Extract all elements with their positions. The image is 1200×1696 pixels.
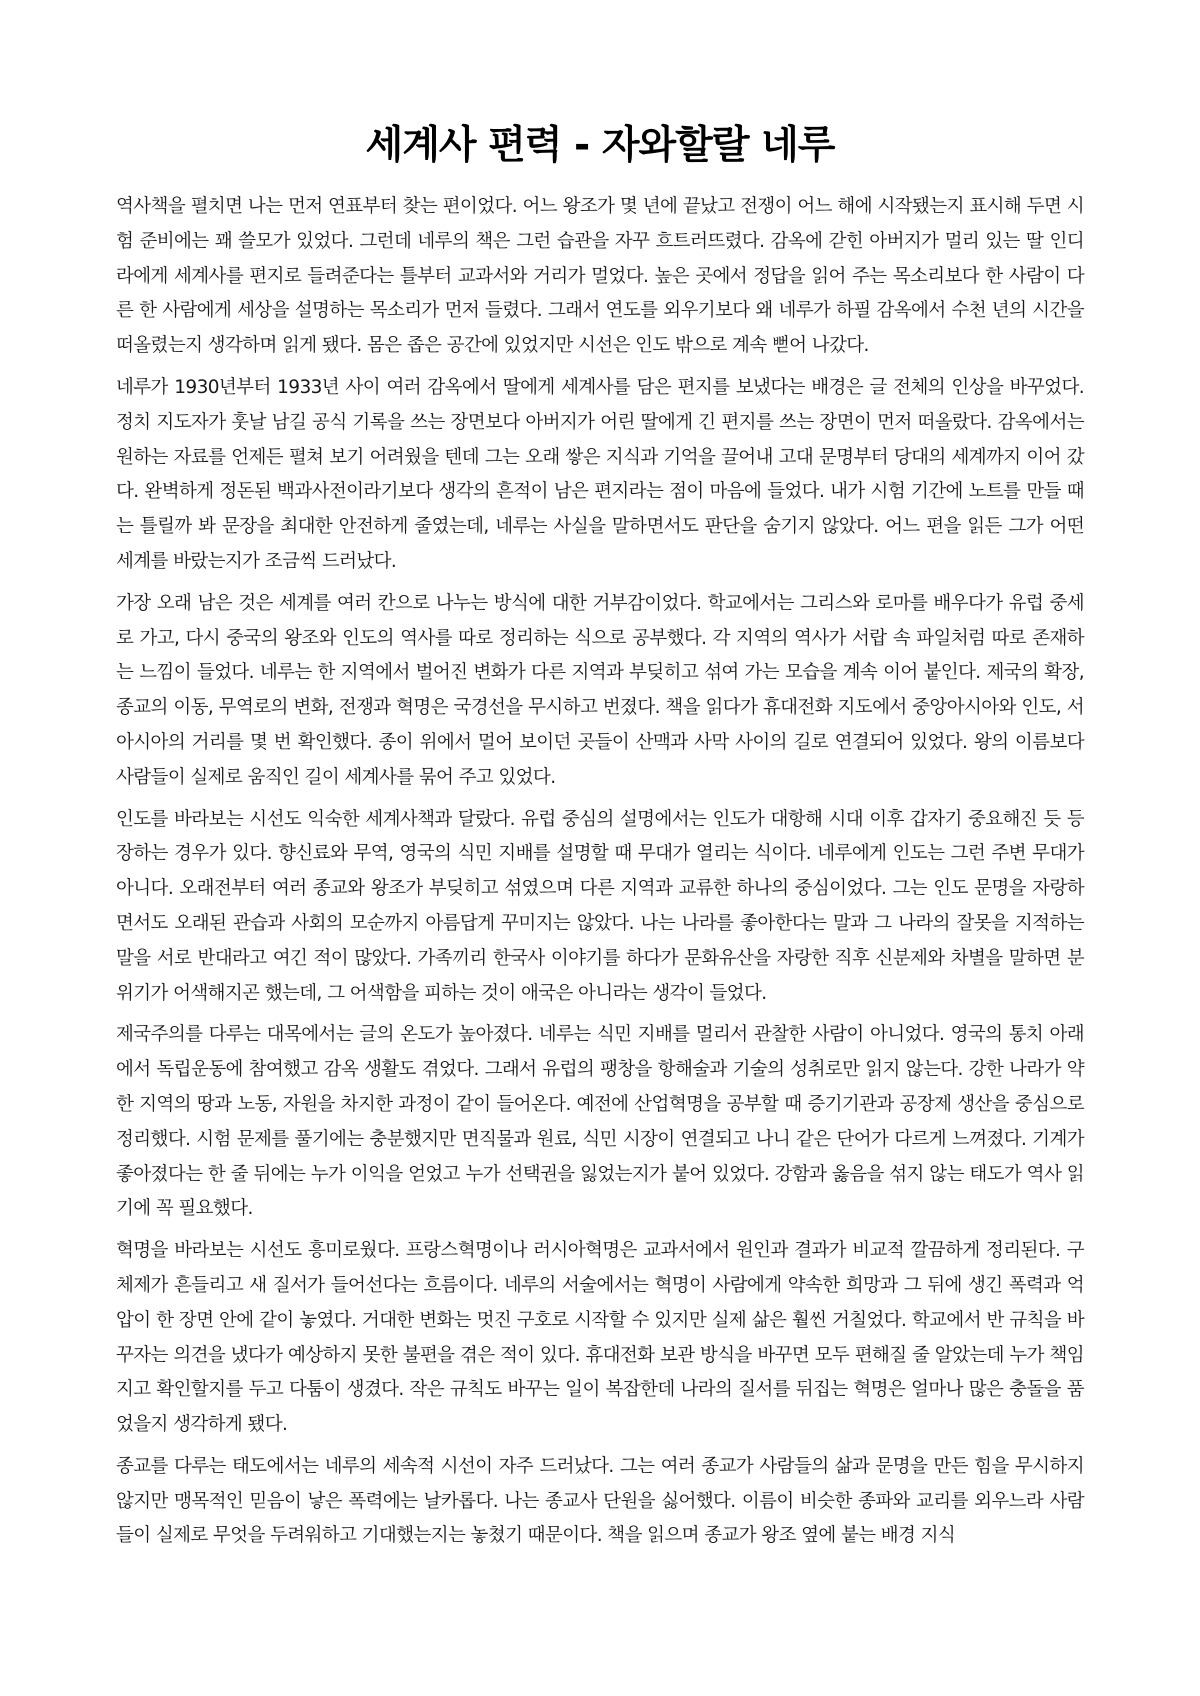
paragraph: 종교를 다루는 태도에서는 네루의 세속적 시선이 자주 드러났다. 그는 여러 종교가 사람들의 삶과 문명을 만든 힘을 무시하지 않지만 맹목적인 믿음이 낳은 폭력에는 날카롭다. 나는 종교사 단원을 싫어했다. 이름이 비슷한 종파와 교리를 외우느라 사람들이 실제로 무엇을 두려워하고 기대했는지는 놓쳤기 때문이다. 책을 읽으며 종교가 왕조 옆에 붙는 배경 지식 [116,1455,1084,1547]
paragraph: 가장 오래 남은 것은 세계를 여러 칸으로 나누는 방식에 대한 거부감이었다. 학교에서는 그리스와 로마를 배우다가 유럽 중세로 가고, 다시 중국의 왕조와 인도의 역사를 따로 정리하는 식으로 공부했다. 각 지역의 역사가 서랍 속 파일처럼 따로 존재하는 느낌이 들었다. 네루는 한 지역에서 벌어진 변화가 다른 지역과 부딪히고 섞여 가는 모습을 계속 이어 붙인다. 제국의 확장, 종교의 이동, 무역로의 변화, 전쟁과 혁명은 국경선을 무시하고 번졌다. 책을 읽다가 휴대전화 지도에서 중앙아시아와 인도, 서아시아의 거리를 몇 번 확인했다. 종이 위에서 멀어 보이던 곳들이 산맥과 사막 사이의 길로 연결되어 있었다. 왕의 이름보다 사람들이 실제로 움직인 길이 세계사를 묶어 주고 있었다. [116,592,1084,788]
paragraph: 네루가 1930년부터 1933년 사이 여러 감옥에서 딸에게 세계사를 담은 편지를 보냈다는 배경은 글 전체의 인상을 바꾸었다. 정치 지도자가 훗날 남길 공식 기록을 쓰는 장면보다 아버지가 어린 딸에게 긴 편지를 쓰는 장면이 먼저 떠올랐다. 감옥에서는 원하는 자료를 언제든 펼쳐 보기 어려웠을 텐데 그는 오래 쌓은 지식과 기억을 끌어내 고대 문명부터 당대의 세계까지 이어 갔다. 완벽하게 정돈된 백과사전이라기보다 생각의 흔적이 남은 편지라는 점이 마음에 들었다. 내가 시험 기간에 노트를 만들 때는 틀릴까 봐 문장을 최대한 안전하게 줄였는데, 네루는 사실을 말하면서도 판단을 숨기지 않았다. 어느 편을 읽든 그가 어떤 세계를 바랐는지가 조금씩 드러났다. [116,376,1084,572]
paragraph: 역사책을 펼치면 나는 먼저 연표부터 찾는 편이었다. 어느 왕조가 몇 년에 끝났고 전쟁이 어느 해에 시작됐는지 표시해 두면 시험 준비에는 꽤 쓸모가 있었다. 그런데 네루의 책은 그런 습관을 자꾸 흐트러뜨렸다. 감옥에 갇힌 아버지가 멀리 있는 딸 인디라에게 세계사를 편지로 들려준다는 틀부터 교과서와 거리가 멀었다. 높은 곳에서 정답을 읽어 주는 목소리보다 한 사람이 다른 한 사람에게 세상을 설명하는 목소리가 먼저 들렸다. 그래서 연도를 외우기보다 왜 네루가 하필 감옥에서 수천 년의 시간을 떠올렸는지 생각하며 읽게 됐다. 몸은 좁은 공간에 있었지만 시선은 인도 밖으로 계속 뻗어 나갔다. [116,196,1084,357]
paragraph: 제국주의를 다루는 대목에서는 글의 온도가 높아졌다. 네루는 식민 지배를 멀리서 관찰한 사람이 아니었다. 영국의 통치 아래에서 독립운동에 참여했고 감옥 생활도 겪었다. 그래서 유럽의 팽창을 항해술과 기술의 성취로만 읽지 않는다. 강한 나라가 약한 지역의 땅과 노동, 자원을 차지한 과정이 같이 들어온다. 예전에 산업혁명을 공부할 때 증기기관과 공장제 생산을 중심으로 정리했다. 시험 문제를 풀기에는 충분했지만 면직물과 원료, 식민 시장이 연결되고 나니 같은 단어가 다르게 느껴졌다. 기계가 좋아졌다는 한 줄 뒤에는 누가 이익을 얻었고 누가 선택권을 잃었는지가 붙어 있었다. 강함과 옳음을 섞지 않는 태도가 역사 읽기에 꼭 필요했다. [116,1024,1084,1220]
page-title: 세계사 편력 - 자와할랄 네루 [365,123,835,168]
paragraph: 인도를 바라보는 시선도 익숙한 세계사책과 달랐다. 유럽 중심의 설명에서는 인도가 대항해 시대 이후 갑자기 중요해진 듯 등장하는 경우가 있다. 향신료와 무역, 영국의 식민 지배를 설명할 때 무대가 열리는 식이다. 네루에게 인도는 그런 주변 무대가 아니다. 오래전부터 여러 종교와 왕조가 부딪히고 섞였으며 다른 지역과 교류한 하나의 중심이었다. 그는 인도 문명을 자랑하면서도 오래된 관습과 사회의 모순까지 아름답게 꾸미지는 않았다. 나는 나라를 좋아한다는 말과 그 나라의 잘못을 지적하는 말을 서로 반대라고 여긴 적이 많았다. 가족끼리 한국사 이야기를 하다가 문화유산을 자랑한 직후 신분제와 차별을 말하면 분위기가 어색해지곤 했는데, 그 어색함을 피하는 것이 애국은 아니라는 생각이 들었다. [116,808,1084,1004]
paragraph: 혁명을 바라보는 시선도 흥미로웠다. 프랑스혁명이나 러시아혁명은 교과서에서 원인과 결과가 비교적 깔끔하게 정리된다. 구체제가 흔들리고 새 질서가 들어선다는 흐름이다. 네루의 서술에서는 혁명이 사람에게 약속한 희망과 그 뒤에 생긴 폭력과 억압이 한 장면 안에 같이 놓였다. 거대한 변화는 멋진 구호로 시작할 수 있지만 실제 삶은 훨씬 거칠었다. 학교에서 반 규칙을 바꾸자는 의견을 냈다가 예상하지 못한 불편을 겪은 적이 있다. 휴대전화 보관 방식을 바꾸면 모두 편해질 줄 알았는데 누가 책임지고 확인할지를 두고 다툼이 생겼다. 작은 규칙도 바꾸는 일이 복잡한데 나라의 질서를 뒤집는 혁명은 얼마나 많은 충돌을 품었을지 생각하게 됐다. [116,1240,1084,1436]
document-body [116,190,1084,1561]
